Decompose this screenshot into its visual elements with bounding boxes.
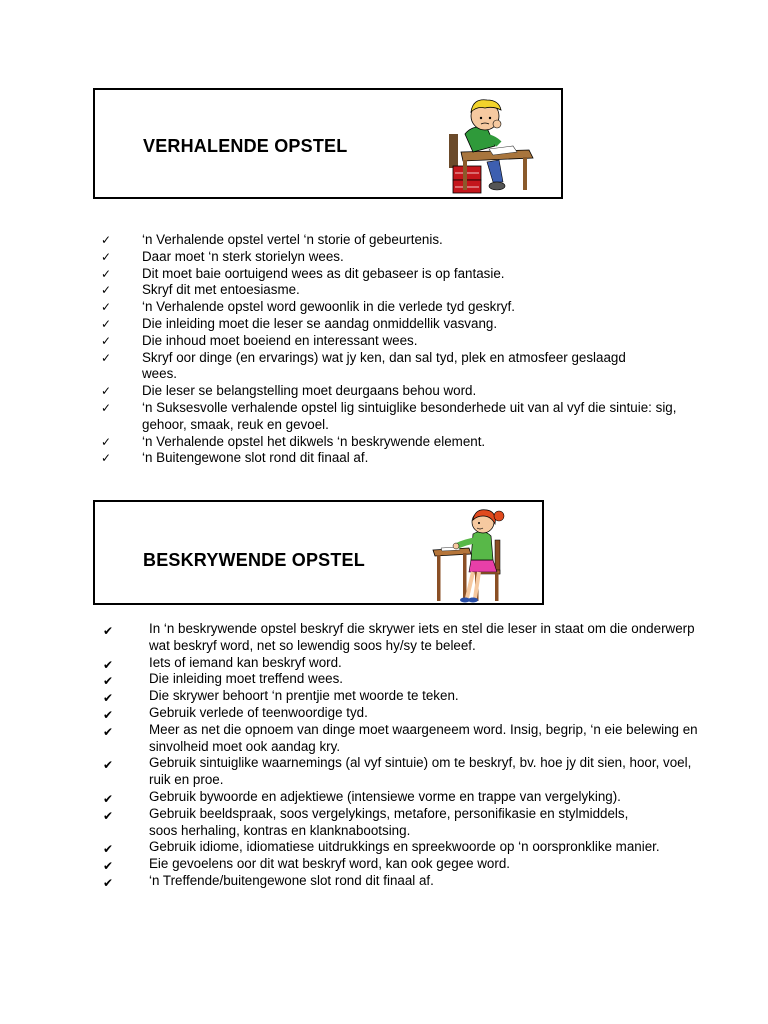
section1-title-box (93, 88, 563, 199)
list-item: ✓ Die leser se belangstelling moet deurgaans behou word. (101, 383, 477, 399)
list-item: ✔ Die skrywer behoort ‘n prentjie met woorde te teken. (103, 688, 459, 706)
checkmark-icon: ✔ (103, 842, 114, 857)
section2-list (0, 621, 768, 890)
checkmark-icon: ✓ (101, 233, 112, 247)
section1-title: VERHALENDE OPSTEL (143, 136, 348, 156)
checkmark-icon: ✓ (101, 249, 112, 264)
checkmark-icon: ✓ (101, 300, 112, 315)
checkmark-icon: ✔ (103, 624, 114, 638)
list-item: ✔ ‘n Treffende/buitengewone slot rond dit finaal af. (103, 872, 434, 890)
checkmark-icon: ✔ (103, 875, 114, 890)
checkmark-icon: ✓ (101, 333, 112, 348)
list-item: ✔ Iets of iemand kan beskryf word. (103, 654, 342, 672)
list-item: ✓ ‘n Buitengewone slot rond dit finaal af. (101, 450, 369, 466)
list-item: ✔ Die inleiding moet treffend wees. (103, 671, 344, 689)
checkmark-icon: ✔ (103, 758, 114, 773)
checkmark-icon: ✔ (103, 859, 114, 874)
list-item: ✔ In ‘n beskrywende opstel beskryf die skrywer iets en stel die leser in staat om die onderwerp wat beskryf word, net so lewendig soos hy/sy te beleef. (103, 621, 695, 653)
list-item: ✓ ‘n Verhalende opstel het dikwels ‘n beskrywende element. (101, 433, 486, 449)
list-item: ✓ ‘n Suksesvolle verhalende opstel lig sintuiglike besonderhede uit van al vyf die sintuie: sig, gehoor, smaak, reuk en gevoel. (101, 399, 677, 432)
checkmark-icon: ✔ (103, 674, 114, 689)
list-item: ✓ Daar moet ‘n sterk storielyn wees. (101, 248, 344, 264)
checkmark-icon: ✔ (103, 707, 114, 722)
list-item: ✓ Die inleiding moet die leser se aandag onmiddellik vasvang. (101, 315, 498, 331)
section1-list (0, 232, 768, 467)
section2-title-box (93, 500, 544, 605)
checkmark-icon: ✓ (101, 266, 112, 281)
list-item: ✔ Gebruik verlede of teenwoordige tyd. (103, 704, 368, 722)
list-item: ✔ Eie gevoelens oor dit wat beskryf word, kan ook gegee word. (103, 856, 511, 874)
checkmark-icon: ✔ (103, 791, 114, 806)
section2-title: BESKRYWENDE OPSTEL (143, 550, 365, 570)
checkmark-icon: ✓ (101, 384, 112, 399)
list-item: ✔ Gebruik bywoorde en adjektiewe (intensiewe vorme en trappe van vergelyking). (103, 788, 621, 806)
list-item: ✔ Meer as net die opnoem van dinge moet waargeneem word. Insig, begrip, ‘n eie belewing en sinvolheid moet ook aandag kry. (103, 721, 698, 754)
checkmark-icon: ✓ (101, 316, 112, 331)
checkmark-icon: ✓ (101, 434, 112, 449)
checkmark-icon: ✔ (103, 724, 114, 739)
checkmark-icon: ✔ (103, 657, 114, 672)
checkmark-icon: ✓ (101, 400, 112, 415)
boy-at-desk-illustration (433, 94, 537, 197)
girl-writing-at-desk-illustration (429, 504, 513, 605)
list-item: ✓ Die inhoud moet boeiend en interessant wees. (101, 332, 418, 348)
list-item: ✔ Gebruik sintuiglike waarnemings (al vyf sintuie) om te beskryf, bv. hoe jy dit sien, hoor, voel, ruik en proe. (103, 755, 692, 788)
checkmark-icon: ✓ (101, 451, 112, 466)
list-item: ✓ Dit moet baie oortuigend wees as dit gebaseer is op fantasie. (101, 265, 505, 281)
list-item: ✓ Skryf dit met entoesiasme. (101, 282, 300, 298)
checkmark-icon: ✔ (103, 691, 114, 706)
list-item: ✓ Skryf oor dinge (en ervarings) wat jy ken, dan sal tyd, plek en atmosfeer geslaagd wees. (101, 349, 626, 382)
list-item: ✔ Gebruik idiome, idiomatiese uitdrukkings en spreekwoorde op ‘n oorspronklike manier. (103, 839, 660, 857)
list-item: ✓ ‘n Verhalende opstel word gewoonlik in die verlede tyd geskryf. (101, 299, 515, 315)
list-item: ✔ Gebruik beeldspraak, soos vergelykings, metafore, personifikasie en stylmiddels, soos herhaling, kontras en klanknabootsing. (103, 805, 629, 838)
list-item: ✓ ‘n Verhalende opstel vertel ‘n storie of gebeurtenis. (101, 232, 443, 247)
checkmark-icon: ✓ (101, 283, 112, 298)
checkmark-icon: ✓ (101, 350, 112, 365)
checkmark-icon: ✔ (103, 808, 114, 823)
